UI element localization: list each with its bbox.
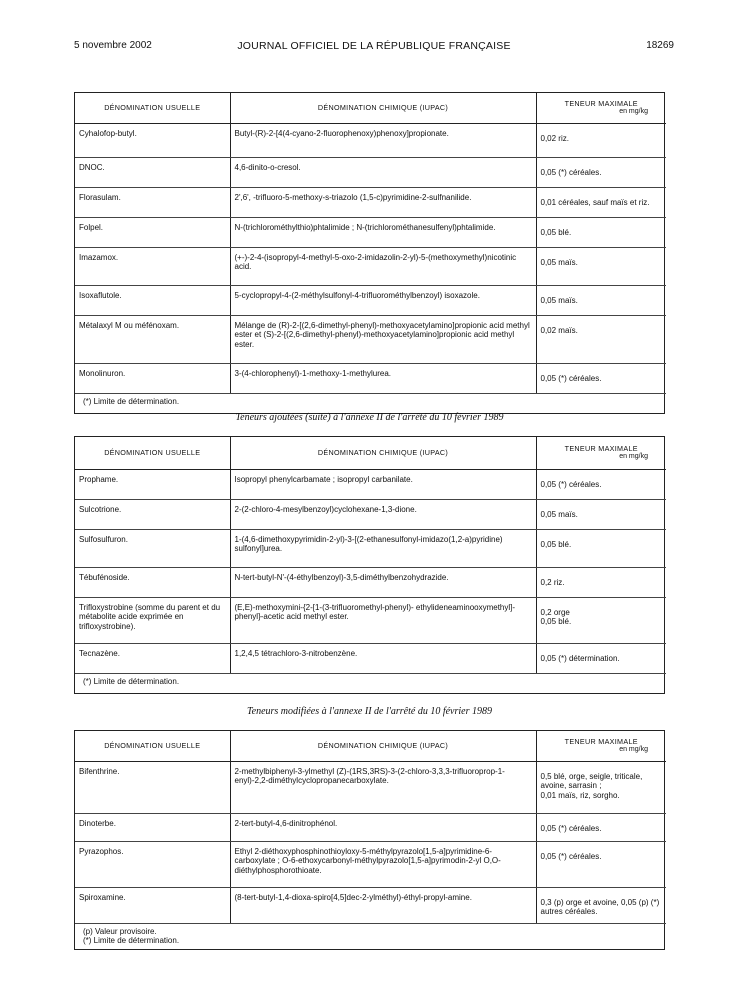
max-residue: 0,02 maïs. bbox=[536, 315, 666, 363]
col-header-name: DÉNOMINATION USUELLE bbox=[75, 437, 230, 469]
footnote: (p) Valeur provisoire. bbox=[83, 926, 157, 936]
page-number: 18269 bbox=[646, 40, 674, 51]
journal-title: JOURNAL OFFICIEL DE LA RÉPUBLIQUE FRANÇAISE bbox=[237, 40, 511, 52]
max-residue: 0,2 riz. bbox=[536, 567, 666, 597]
col-header-chem: DÉNOMINATION CHIMIQUE (IUPAC) bbox=[230, 437, 536, 469]
max-residue: 0,2 orge 0,05 blé. bbox=[536, 597, 666, 643]
table-row bbox=[75, 813, 666, 841]
table-row bbox=[75, 469, 666, 499]
chemical-name: 1-(4,6-dimethoxypyrimidin-2-yl)-3-[(2-ethanesulfonyl-imidazo(1,2-a)pyridine) sulfonyl]urea. bbox=[230, 529, 536, 567]
substance-name: Spiroxamine. bbox=[75, 887, 230, 923]
col-header-max: TENEUR MAXIMALE en mg/kg bbox=[536, 437, 666, 469]
max-residue: 0,05 (*) céréales. bbox=[536, 813, 666, 841]
residue-table-3 bbox=[74, 730, 665, 950]
substance-name: Dinoterbe. bbox=[75, 813, 230, 841]
table-row bbox=[75, 285, 666, 315]
page-header bbox=[74, 40, 674, 54]
chemical-name: (8-tert-butyl-1,4-dioxa-spiro[4,5]dec-2-ylméthyl)-éthyl-propyl-amine. bbox=[230, 887, 536, 923]
table-row bbox=[75, 315, 666, 363]
col-header-max: TENEUR MAXIMALE en mg/kg bbox=[536, 731, 666, 761]
residue-table-1 bbox=[74, 92, 665, 414]
footnote: (*) Limite de détermination. bbox=[83, 396, 180, 406]
chemical-name: (+-)-2-4-(isopropyl-4-methyl-5-oxo-2-imidazolin-2-yl)-5-(methoxymethyl)nicotinic acid. bbox=[230, 247, 536, 285]
col-header-chem: DÉNOMINATION CHIMIQUE (IUPAC) bbox=[230, 731, 536, 761]
substance-name: Pyrazophos. bbox=[75, 841, 230, 887]
chemical-name: Ethyl 2-diéthoxyphosphinothioyloxy-5-méthylpyrazolo[1,5-a]pyrimidine-6-carboxylate ; O-6-ethoxycarbonyl-méthylpyrazolo[1,5-a]pyrimodin-2-yl O,O-diéthylphosphorothioate. bbox=[230, 841, 536, 887]
table-row bbox=[75, 643, 666, 673]
table-row bbox=[75, 567, 666, 597]
max-residue: 0,05 (*) détermination. bbox=[536, 643, 666, 673]
residue-table-2 bbox=[74, 436, 665, 694]
substance-name: Cyhalofop-butyl. bbox=[75, 123, 230, 157]
chemical-name: 3-(4-chlorophenyl)-1-methoxy-1-methylurea. bbox=[230, 363, 536, 393]
chemical-name: 4,6-dinito-o-cresol. bbox=[230, 157, 536, 187]
substance-name: Imazamox. bbox=[75, 247, 230, 285]
substance-name: Sulfosulfuron. bbox=[75, 529, 230, 567]
chemical-name: 5-cyclopropyl-4-(2-méthylsulfonyl-4-trifluorométhylbenzoyl) isoxazole. bbox=[230, 285, 536, 315]
col-header-max: TENEUR MAXIMALE en mg/kg bbox=[536, 93, 666, 123]
max-residue: 0,05 (*) céréales. bbox=[536, 363, 666, 393]
table-row bbox=[75, 187, 666, 217]
max-residue: 0,05 (*) céréales. bbox=[536, 469, 666, 499]
footnotes bbox=[75, 923, 666, 949]
table-row bbox=[75, 123, 666, 157]
col-header-name: DÉNOMINATION USUELLE bbox=[75, 93, 230, 123]
chemical-name: 2-methylbiphenyl-3-ylmethyl (Z)-(1RS,3RS)-3-(2-chloro-3,3,3-trifluoroprop-1-enyl)-2,2-diméthylcyclopropanecarboxylate. bbox=[230, 761, 536, 813]
substance-name: Tébufénoside. bbox=[75, 567, 230, 597]
max-residue: 0,05 (*) céréales. bbox=[536, 841, 666, 887]
table-row bbox=[75, 247, 666, 285]
substance-name: Monolinuron. bbox=[75, 363, 230, 393]
substance-name: DNOC. bbox=[75, 157, 230, 187]
section-caption: Teneurs modifiées à l'annexe II de l'arrêté du 10 février 1989 bbox=[247, 706, 492, 717]
substance-name: Folpel. bbox=[75, 217, 230, 247]
max-residue: 0,5 blé, orge, seigle, triticale, avoine, sarrasin ; 0,01 maïs, riz, sorgho. bbox=[536, 761, 666, 813]
substance-name: Métalaxyl M ou méfénoxam. bbox=[75, 315, 230, 363]
col-header-chem: DÉNOMINATION CHIMIQUE (IUPAC) bbox=[230, 93, 536, 123]
max-residue: 0,05 maïs. bbox=[536, 285, 666, 315]
table-row bbox=[75, 499, 666, 529]
table-row bbox=[75, 841, 666, 887]
table-row bbox=[75, 529, 666, 567]
substance-name: Sulcotrione. bbox=[75, 499, 230, 529]
col-header-name: DÉNOMINATION USUELLE bbox=[75, 731, 230, 761]
max-residue: 0,02 riz. bbox=[536, 123, 666, 157]
footnote: (*) Limite de détermination. bbox=[83, 936, 180, 945]
section-caption: Teneurs ajoutées (suite) à l'annexe II de l'arrêté du 10 février 1989 bbox=[235, 412, 504, 423]
table-row bbox=[75, 887, 666, 923]
issue-date: 5 novembre 2002 bbox=[74, 40, 152, 51]
chemical-name: N-tert-butyl-N'-(4-éthylbenzoyl)-3,5-diméthylbenzohydrazide. bbox=[230, 567, 536, 597]
substance-name: Bifenthrine. bbox=[75, 761, 230, 813]
table-row bbox=[75, 761, 666, 813]
max-residue: 0,05 (*) céréales. bbox=[536, 157, 666, 187]
chemical-name: (E,E)-methoxymini-{2-[1-(3-trifluoromethyl-phenyl)- ethylideneaminooxymethyl]-phenyl}-acetic acid methyl ester. bbox=[230, 597, 536, 643]
substance-name: Florasulam. bbox=[75, 187, 230, 217]
max-residue: 0,3 (p) orge et avoine, 0,05 (p) (*) autres céréales. bbox=[536, 887, 666, 923]
max-residue: 0,05 maïs. bbox=[536, 247, 666, 285]
footnote: (*) Limite de détermination. bbox=[83, 676, 180, 686]
chemical-name: 2-tert-butyl-4,6-dinitrophénol. bbox=[230, 813, 536, 841]
max-residue: 0,05 maïs. bbox=[536, 499, 666, 529]
substance-name: Isoxaflutole. bbox=[75, 285, 230, 315]
table-row bbox=[75, 597, 666, 643]
chemical-name: 2',6', -trifluoro-5-methoxy-s-triazolo (1,5-c)pyrimidine-2-sulfnanilide. bbox=[230, 187, 536, 217]
chemical-name: Butyl-(R)-2-[4(4-cyano-2-fluorophenoxy)phenoxy]propionate. bbox=[230, 123, 536, 157]
table-row bbox=[75, 157, 666, 187]
table-row bbox=[75, 363, 666, 393]
chemical-name: N-(trichlorométhylthio)phtalimide ; N-(trichlorométhanesulfenyl)phtalimide. bbox=[230, 217, 536, 247]
substance-name: Trifloxystrobine (somme du parent et du métabolite acide exprimée en trifloxystrobine). bbox=[75, 597, 230, 643]
chemical-name: 2-(2-chloro-4-mesylbenzoyl)cyclohexane-1,3-dione. bbox=[230, 499, 536, 529]
chemical-name: Isopropyl phenylcarbamate ; isopropyl carbanilate. bbox=[230, 469, 536, 499]
chemical-name: 1,2,4,5 tétrachloro-3-nitrobenzène. bbox=[230, 643, 536, 673]
substance-name: Tecnazène. bbox=[75, 643, 230, 673]
max-residue: 0,05 blé. bbox=[536, 217, 666, 247]
table-row bbox=[75, 217, 666, 247]
max-residue: 0,05 blé. bbox=[536, 529, 666, 567]
substance-name: Prophame. bbox=[75, 469, 230, 499]
max-residue: 0,01 céréales, sauf maïs et riz. bbox=[536, 187, 666, 217]
chemical-name: Mélange de (R)-2-[(2,6-dimethyl-phenyl)-methoxyacetylamino]propionic acid methyl ester et (S)-2-[(2,6-dimethyl-phenyl)-methoxyacetylamino]propionic acid methyl ester. bbox=[230, 315, 536, 363]
